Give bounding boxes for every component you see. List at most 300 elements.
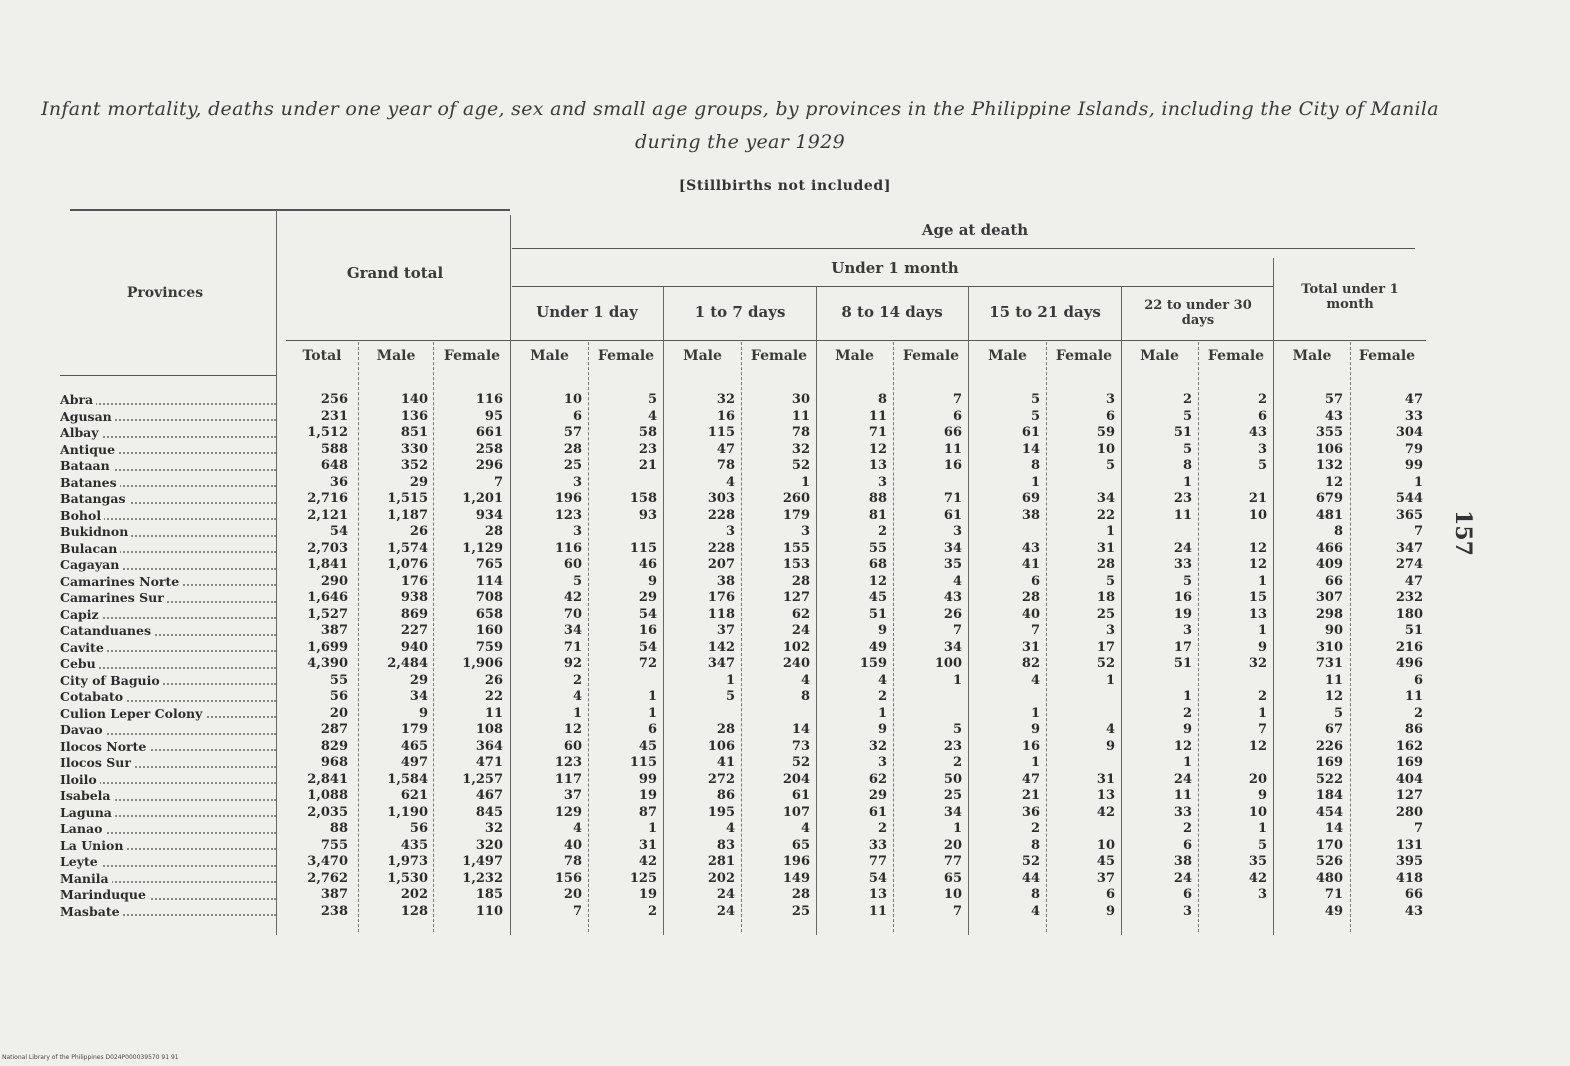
table-cell: 679 (1315, 491, 1343, 506)
table-cell: 160 (475, 623, 503, 638)
table-cell (894, 475, 962, 492)
table-cell: 968 (320, 755, 348, 770)
table-cell: 99 (1404, 458, 1423, 473)
table-cell (589, 673, 657, 690)
table-cell: 9 (1030, 722, 1040, 737)
table-cell: 179 (782, 507, 810, 523)
table-cell: 28 (1096, 557, 1115, 572)
data-column (1199, 392, 1267, 920)
table-cell: 131 (1395, 837, 1423, 853)
table-cell: 78 (791, 425, 810, 440)
table-cell: 40 (563, 837, 582, 853)
table-cell: 118 (707, 606, 735, 622)
table-cell: 9 (1257, 639, 1267, 655)
province-row (60, 887, 276, 904)
table-cell: 115 (629, 540, 657, 556)
table-cell: 6 (1182, 887, 1192, 902)
table-cell: 95 (484, 408, 503, 424)
table-cell: 29 (409, 474, 428, 490)
table-cell: 25 (563, 458, 582, 473)
table-cell: 195 (707, 804, 735, 820)
table-cell: 5 (1105, 573, 1115, 589)
table-cell: 14 (1324, 821, 1343, 836)
table-cell: 260 (782, 491, 810, 506)
table-cell: 1 (952, 672, 962, 688)
table-cell: 61 (791, 788, 810, 803)
col-header-male: Male (835, 348, 874, 364)
table-cell: 11 (868, 903, 887, 919)
table-cell (894, 706, 962, 723)
table-cell: 37 (1096, 870, 1115, 886)
table-cell: 347 (1395, 540, 1423, 556)
table-cell: 481 (1315, 507, 1343, 523)
table-cell: 435 (400, 837, 428, 853)
table-cell: 25 (943, 788, 962, 803)
table-cell (589, 475, 657, 492)
table-cell: 23 (1173, 491, 1192, 506)
table-cell: 83 (716, 837, 735, 853)
table-cell: 176 (707, 590, 735, 605)
table-cell: 6 (1105, 887, 1115, 902)
table-cell: 7 (952, 623, 962, 638)
table-cell: 92 (563, 656, 582, 671)
province-name: Masbate (60, 904, 123, 919)
table-cell: 3 (725, 524, 735, 539)
table-cell: 47 (1404, 573, 1423, 589)
table-cell: 2,762 (307, 870, 348, 886)
table-cell: 467 (475, 788, 503, 803)
table-cell: 1 (1030, 755, 1040, 770)
table-cell: 320 (475, 837, 503, 853)
table-cell: 10 (1248, 507, 1267, 523)
table-cell: 106 (1315, 441, 1343, 457)
table-cell: 6 (1105, 408, 1115, 424)
table-cell: 497 (400, 755, 428, 770)
table-cell: 9 (877, 722, 887, 737)
table-cell: 115 (707, 425, 735, 440)
table-cell: 5 (952, 722, 962, 737)
table-cell: 125 (629, 870, 657, 886)
table-cell: 11 (484, 705, 503, 721)
data-column (286, 392, 348, 920)
table-cell: 14 (1021, 441, 1040, 457)
table-cell: 72 (638, 656, 657, 671)
province-name: Lanao (60, 821, 105, 836)
table-cell: 1,646 (307, 590, 348, 605)
province-name: Ilocos Norte (60, 739, 149, 754)
page-number: 157 (1449, 510, 1476, 556)
table-cell: 58 (638, 425, 657, 440)
province-row (60, 557, 276, 574)
province-row (60, 673, 276, 690)
table-cell: 32 (1248, 656, 1267, 671)
table-cell: 19 (638, 788, 657, 803)
table-cell (894, 689, 962, 706)
table-cell: 2 (572, 672, 582, 688)
table-cell: 6 (1413, 672, 1423, 688)
table-cell: 34 (943, 804, 962, 820)
table-cell: 28 (791, 887, 810, 902)
province-name: Manila (60, 871, 112, 886)
table-cell: 78 (716, 458, 735, 473)
table-cell: 11 (1173, 507, 1192, 523)
table-cell: 355 (1315, 425, 1343, 440)
table-cell: 12 (1248, 540, 1267, 556)
table-cell: 409 (1315, 557, 1343, 572)
table-cell: 5 (1105, 458, 1115, 473)
table-cell: 100 (934, 656, 962, 671)
data-column (435, 392, 503, 920)
table-cell: 471 (475, 755, 503, 770)
age-at-death-header: Age at death (921, 221, 1029, 239)
table-cell: 296 (475, 458, 503, 473)
table-cell: 47 (1021, 771, 1040, 787)
table-cell: 10 (1096, 837, 1115, 853)
table-cell: 4 (647, 408, 657, 424)
table-cell: 169 (1315, 755, 1343, 770)
table-cell: 387 (320, 623, 348, 638)
table-cell: 24 (1173, 540, 1192, 556)
province-name: City of Baguio (60, 673, 163, 688)
province-row (60, 722, 276, 739)
table-cell: 2 (1182, 392, 1192, 407)
table-cell: 290 (320, 573, 348, 589)
table-cell: 61 (943, 507, 962, 523)
table-cell: 116 (475, 392, 503, 407)
province-row (60, 656, 276, 673)
table-cell: 52 (1096, 656, 1115, 671)
table-cell: 60 (563, 738, 582, 754)
table-cell: 23 (943, 738, 962, 754)
table-cell: 3 (1182, 903, 1192, 919)
table-cell: 24 (1173, 870, 1192, 886)
province-row (60, 739, 276, 756)
table-cell: 20 (943, 837, 962, 853)
table-cell: 43 (1324, 408, 1343, 424)
table-cell: 8 (800, 689, 810, 704)
table-cell: 7 (1257, 722, 1267, 737)
table-cell: 4 (877, 672, 887, 688)
table-cell: 11 (791, 408, 810, 424)
table-cell (1047, 475, 1115, 492)
table-cell: 115 (629, 755, 657, 770)
table-cell: 116 (554, 540, 582, 556)
table-cell: 42 (1096, 804, 1115, 820)
table-cell: 522 (1315, 771, 1343, 787)
data-column (970, 392, 1040, 920)
data-column (512, 392, 582, 920)
table-cell: 34 (943, 540, 962, 556)
under-month-rule (512, 286, 1274, 287)
table-cell: 1 (952, 821, 962, 836)
table-cell: 71 (943, 491, 962, 506)
table-cell: 32 (791, 441, 810, 457)
table-cell: 8 (1333, 524, 1343, 539)
table-cell: 2,035 (307, 804, 348, 820)
table-cell: 1,232 (462, 870, 503, 886)
table-cell: 17 (1173, 639, 1192, 655)
data-column (1351, 392, 1423, 920)
table-cell: 57 (1324, 392, 1343, 407)
table-cell: 938 (400, 590, 428, 605)
table-cell: 169 (1395, 755, 1423, 770)
table-cell: 28 (716, 722, 735, 737)
table-cell: 496 (1395, 656, 1423, 671)
table-cell: 20 (1248, 771, 1267, 787)
table-cell: 330 (400, 441, 428, 457)
table-cell: 28 (791, 573, 810, 589)
table-cell: 12 (1324, 474, 1343, 490)
table-cell: 9 (418, 705, 428, 721)
table-cell: 153 (782, 557, 810, 572)
table-cell: 88 (868, 491, 887, 506)
table-cell: 1,076 (387, 557, 428, 572)
table-cell: 10 (563, 392, 582, 407)
table-cell: 42 (638, 854, 657, 869)
table-cell: 65 (791, 837, 810, 853)
table-cell: 232 (1395, 590, 1423, 605)
table-cell: 352 (400, 458, 428, 473)
table-cell: 45 (638, 738, 657, 754)
table-cell: 1 (725, 672, 735, 688)
table-cell: 4 (800, 821, 810, 836)
col-header-female: Female (1358, 348, 1416, 364)
table-cell: 13 (868, 887, 887, 902)
table-cell: 3 (952, 524, 962, 539)
table-cell (1199, 475, 1267, 492)
table-cell: 60 (563, 557, 582, 572)
sub-divider-a (358, 342, 359, 932)
table-cell: 79 (1404, 441, 1423, 457)
table-cell (1122, 524, 1192, 541)
table-cell: 5 (1182, 573, 1192, 589)
table-cell: 129 (554, 804, 582, 820)
table-cell (970, 689, 1040, 706)
table-cell: 8 (1182, 458, 1192, 473)
table-cell: 179 (400, 722, 428, 737)
table-cell: 66 (943, 425, 962, 440)
province-name: Cagayan (60, 557, 122, 572)
table-cell: 1,584 (387, 771, 428, 787)
table-cell: 1 (877, 705, 887, 721)
table-cell: 204 (782, 771, 810, 787)
table-cell: 114 (475, 573, 503, 589)
col-header-male: Male (683, 348, 722, 364)
table-cell: 54 (329, 524, 348, 539)
table-cell: 71 (1324, 887, 1343, 902)
table-cell: 123 (554, 755, 582, 770)
table-cell: 5 (1182, 441, 1192, 457)
table-cell: 66 (1404, 887, 1423, 902)
table-cell: 162 (1395, 738, 1423, 754)
table-cell: 5 (1257, 458, 1267, 473)
table-cell: 41 (716, 755, 735, 770)
table-cell: 661 (475, 425, 503, 440)
data-column (1122, 392, 1192, 920)
table-cell: 22 (1096, 507, 1115, 523)
table-cell: 42 (1248, 870, 1267, 886)
table-cell: 34 (563, 623, 582, 638)
table-cell: 5 (572, 573, 582, 589)
table-cell: 755 (320, 837, 348, 853)
table-cell: 26 (484, 672, 503, 688)
table-cell: 6 (952, 408, 962, 424)
table-cell: 38 (1173, 854, 1192, 869)
table-cell: 298 (1315, 606, 1343, 622)
table-cell (589, 524, 657, 541)
table-cell: 41 (1021, 557, 1040, 572)
table-cell: 102 (782, 639, 810, 655)
table-cell: 4,390 (307, 656, 348, 671)
table-cell: 1,515 (387, 491, 428, 506)
table-cell: 87 (638, 804, 657, 820)
province-name: Batangas (60, 491, 129, 506)
table-cell: 21 (1248, 491, 1267, 506)
table-cell: 227 (400, 623, 428, 638)
table-cell (970, 524, 1040, 541)
table-cell: 238 (320, 903, 348, 919)
table-cell: 13 (868, 458, 887, 473)
col-header-male: Male (1292, 348, 1332, 364)
table-cell: 1 (1257, 705, 1267, 721)
table-cell: 127 (1395, 788, 1423, 803)
table-cell: 25 (1096, 606, 1115, 622)
table-cell: 5 (1182, 408, 1192, 424)
province-row (60, 425, 276, 442)
table-cell: 13 (1096, 788, 1115, 803)
table-cell: 2 (1030, 821, 1040, 836)
table-cell: 51 (1173, 425, 1192, 440)
table-cell: 11 (868, 408, 887, 424)
table-cell: 65 (943, 870, 962, 886)
table-cell: 6 (647, 722, 657, 737)
table-cell: 5 (647, 392, 657, 407)
province-name: Batanes (60, 475, 120, 490)
table-cell: 404 (1395, 771, 1423, 787)
col-header-female: Female (1055, 348, 1113, 364)
table-cell: 1 (1257, 573, 1267, 589)
table-cell: 3 (800, 524, 810, 539)
table-cell: 365 (1395, 507, 1423, 523)
province-name: Culion Leper Colony (60, 706, 205, 721)
table-cell: 44 (1021, 870, 1040, 886)
table-cell: 19 (1173, 606, 1192, 622)
table-cell: 71 (868, 425, 887, 440)
table-cell: 1,574 (387, 540, 428, 556)
table-cell: 1,088 (307, 788, 348, 803)
table-cell: 231 (320, 408, 348, 424)
table-cell: 16 (638, 623, 657, 638)
province-row (60, 871, 276, 888)
table-cell: 22 (484, 689, 503, 704)
table-cell: 12 (868, 573, 887, 589)
table-cell: 1,497 (462, 854, 503, 869)
table-cell: 18 (1096, 590, 1115, 605)
data-column (589, 392, 657, 920)
table-cell: 20 (329, 705, 348, 721)
table-cell: 2 (1182, 821, 1192, 836)
table-cell: 11 (943, 441, 962, 457)
table-cell: 47 (1404, 392, 1423, 407)
table-cell: 106 (707, 738, 735, 754)
table-cell: 5 (1030, 392, 1040, 407)
table-cell: 28 (1021, 590, 1040, 605)
table-cell (1199, 755, 1267, 772)
table-cell: 127 (782, 590, 810, 605)
table-cell: 12 (1324, 689, 1343, 704)
province-row (60, 838, 276, 855)
province-row (60, 623, 276, 640)
province-row (60, 821, 276, 838)
table-cell: 86 (716, 788, 735, 803)
table-cell: 1 (1413, 474, 1423, 490)
table-cell: 347 (707, 656, 735, 671)
table-cell: 12 (1248, 557, 1267, 572)
provinces-column (60, 392, 276, 920)
province-name: Bohol (60, 508, 104, 523)
table-cell: 67 (1324, 722, 1343, 737)
data-column (742, 392, 810, 920)
table-cell: 86 (1404, 722, 1423, 737)
table-cell: 33 (1404, 408, 1423, 424)
table-cell: 6 (1182, 837, 1192, 853)
table-cell: 2 (647, 903, 657, 919)
table-cell: 1 (1257, 623, 1267, 638)
table-cell: 185 (475, 887, 503, 902)
table-cell: 202 (400, 887, 428, 902)
table-cell: 648 (320, 458, 348, 473)
table-cell: 46 (638, 557, 657, 572)
table-cell: 1 (1105, 672, 1115, 688)
table-cell: 4 (1105, 722, 1115, 737)
table-cell: 274 (1395, 557, 1423, 572)
col-header-female: Female (902, 348, 960, 364)
table-cell: 3 (572, 524, 582, 539)
table-cell: 42 (563, 590, 582, 605)
table-cell: 304 (1395, 425, 1423, 440)
table-cell: 258 (475, 441, 503, 457)
table-cell: 4 (1030, 672, 1040, 688)
table-cell: 142 (707, 639, 735, 655)
table-cell: 2,121 (307, 507, 348, 523)
provinces-divider (276, 210, 277, 935)
table-cell: 21 (1021, 788, 1040, 803)
table-cell: 140 (400, 392, 428, 407)
province-name: Agusan (60, 409, 115, 424)
table-cell: 52 (1021, 854, 1040, 869)
col-header-female: Female (443, 348, 501, 364)
province-name: Iloilo (60, 772, 100, 787)
table-cell: 1,906 (462, 656, 503, 671)
table-cell: 4 (725, 474, 735, 490)
col-header-female: Female (1207, 348, 1265, 364)
province-row (60, 491, 276, 508)
table-cell: 2 (1182, 705, 1192, 721)
table-cell: 99 (638, 771, 657, 787)
table-cell: 43 (943, 590, 962, 605)
table-cell: 3 (1105, 392, 1115, 407)
table-cell: 3 (1182, 623, 1192, 638)
8-to-14-days-header: 8 to 14 days (841, 303, 943, 321)
table-cell: 10 (943, 887, 962, 902)
table-cell: 272 (707, 771, 735, 787)
table-cell (1199, 524, 1267, 541)
table-cell: 35 (943, 557, 962, 572)
table-cell: 128 (400, 903, 428, 919)
province-name: Cavite (60, 640, 107, 655)
table-cell: 1 (800, 474, 810, 490)
table-cell: 33 (1173, 557, 1192, 572)
